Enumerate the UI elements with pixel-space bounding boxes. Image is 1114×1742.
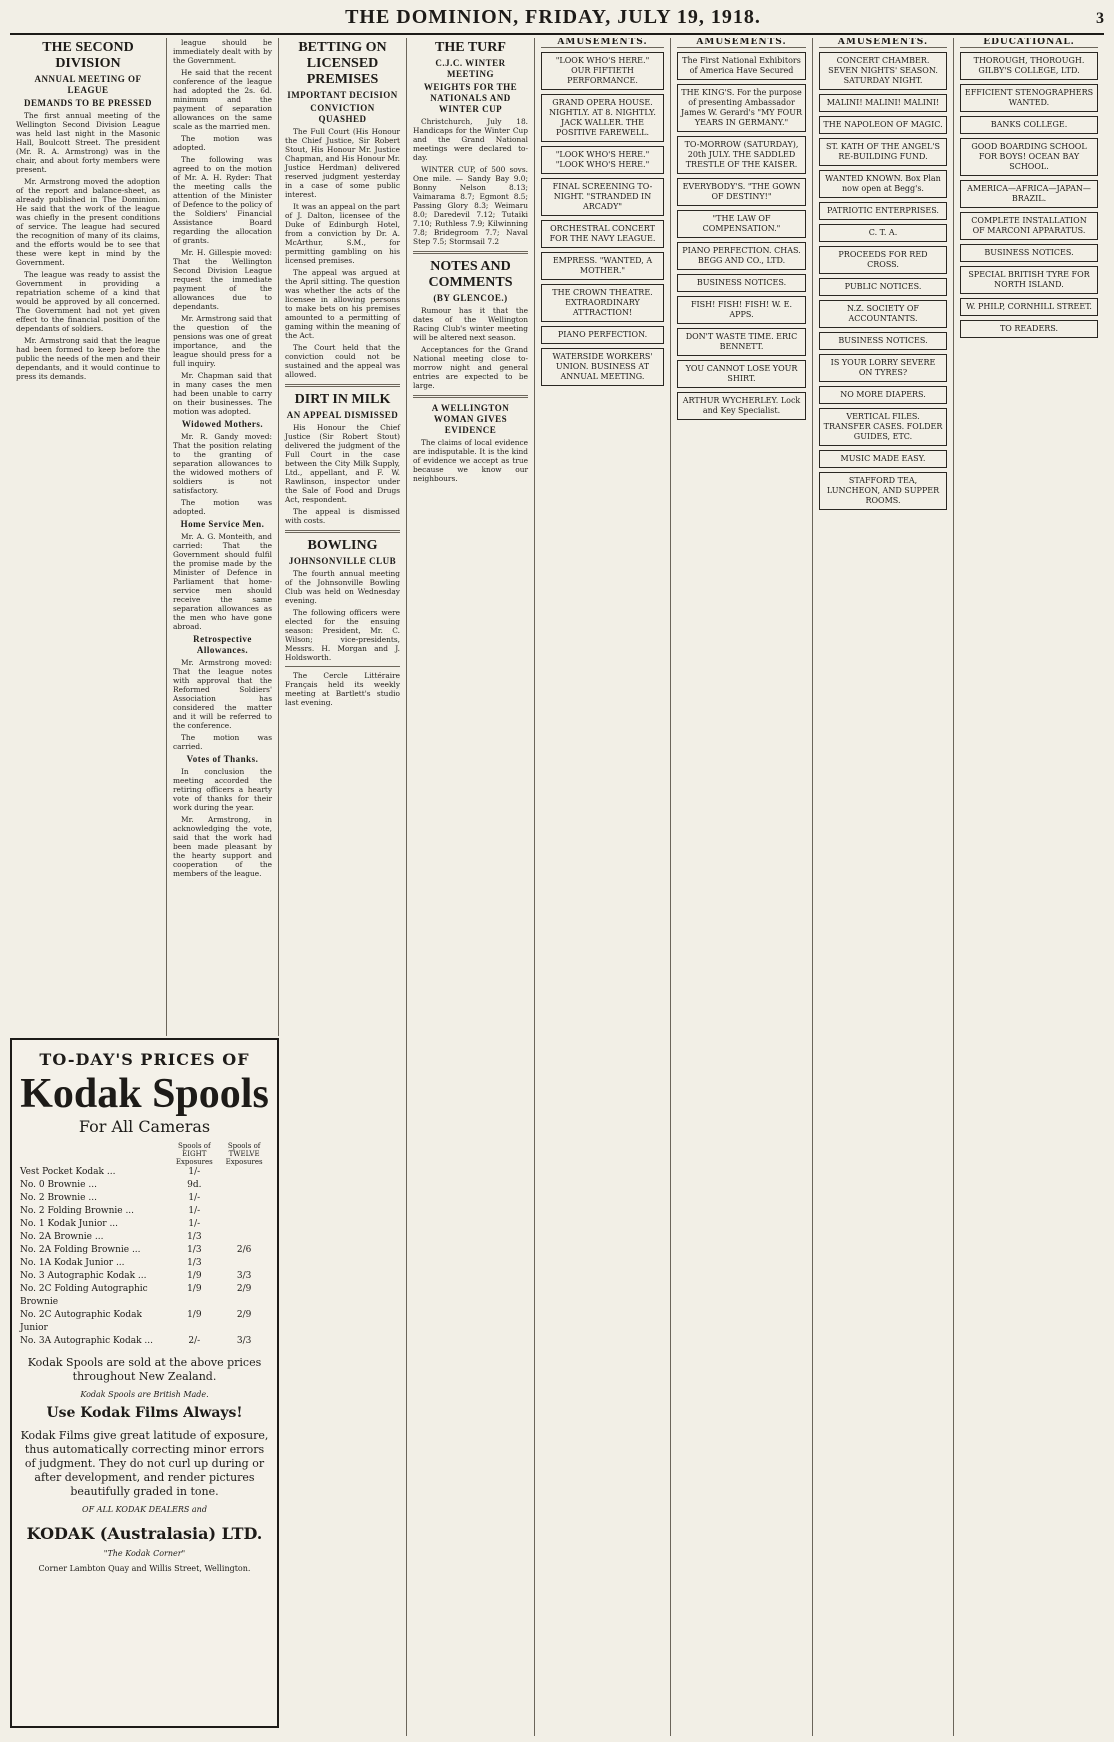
price-item-value xyxy=(219,1192,269,1205)
advertisement: PROCEEDS FOR RED CROSS. xyxy=(819,246,947,274)
columns xyxy=(10,38,1104,1736)
advertisement: TO READERS. xyxy=(960,320,1098,338)
advertisement: YOU CANNOT LOSE YOUR SHIRT. xyxy=(677,360,806,388)
price-row xyxy=(20,1205,269,1218)
price-item-value: 3/3 xyxy=(236,1271,252,1281)
ads-list xyxy=(541,52,664,386)
price-item-value: 2/- xyxy=(188,1336,201,1346)
article-paragraph: Mr. Armstrong moved: That the league notes with approval that the Reformed Soldiers' Association has considered the matter and it will be referred to the conference. xyxy=(173,658,272,730)
price-item-name: No. 3A Autographic Kodak ... xyxy=(20,1336,153,1346)
masthead xyxy=(10,6,1104,35)
price-row xyxy=(20,1283,269,1309)
listing-intro: Christchurch, July 18. Handicaps for the Winter Cup and the Grand National meetings were declared to-day. xyxy=(413,117,528,162)
price-item-value: 2/6 xyxy=(236,1245,252,1255)
price-row xyxy=(20,1179,269,1192)
article-paragraph: The league was ready to assist the Government in providing a repatriation scheme of a kind that would be approved by all concerned. The Government had not yet given effect to the financial position of the dependants of soldiers. xyxy=(16,270,160,333)
price-item-value xyxy=(219,1257,269,1270)
section-amusements: AMUSEMENTS. xyxy=(541,38,664,48)
article-paragraph: Mr. Armstrong said that the question of the pensions was one of great importance, and the league should press for a full inquiry. xyxy=(173,314,272,368)
price-item-value: 1/9 xyxy=(187,1271,202,1281)
advertisement: W. PHILP, CORNHILL STREET. xyxy=(960,298,1098,316)
price-head-12: Spools of TWELVE Exposures xyxy=(225,1142,263,1166)
advertisement: EFFICIENT STENOGRAPHERS WANTED. xyxy=(960,84,1098,112)
advertisement: ORCHESTRAL CONCERT FOR THE NAVY LEAGUE. xyxy=(541,220,664,248)
advertisement: GRAND OPERA HOUSE. NIGHTLY. AT 8. NIGHTLY. JACK WALLER. THE POSITIVE FAREWELL. xyxy=(541,94,664,142)
advertisement: THE KING'S. For the purpose of presenting Ambassador James W. Gerard's "MY FOUR YEARS IN GERMANY." xyxy=(677,84,806,132)
advertisement: N.Z. SOCIETY OF ACCOUNTANTS. xyxy=(819,300,947,328)
article-paragraph: Acceptances for the Grand National meeting close to-morrow night and general entries are expected to be large. xyxy=(413,345,528,390)
kodak-italic: Kodak Spools are British Made. xyxy=(80,1390,209,1399)
section-heading: Retrospective Allowances. xyxy=(193,634,252,655)
advertisement: MUSIC MADE EASY. xyxy=(819,450,947,468)
article-paragraph: league should be immediately dealt with by the Government. xyxy=(173,38,272,65)
kodak-advertisement xyxy=(10,1038,279,1728)
price-item-value xyxy=(219,1166,269,1179)
article-paragraph: Rumour has it that the dates of the Wellington Racing Club's winter meeting will be altered next season. xyxy=(413,306,528,342)
price-header xyxy=(20,1142,269,1166)
headline-second-division: THE SECOND DIVISION xyxy=(42,40,134,71)
advertisement: BUSINESS NOTICES. xyxy=(677,274,806,292)
headline-notes: NOTES AND COMMENTS xyxy=(428,259,513,290)
advertisement: "LOOK WHO'S HERE." OUR FIFTIETH PERFORMANCE. xyxy=(541,52,664,90)
advertisement: CONCERT CHAMBER. SEVEN NIGHTS' SEASON. SATURDAY NIGHT. xyxy=(819,52,947,90)
section-heading: Votes of Thanks. xyxy=(186,754,259,764)
price-item-name: No. 3 Autographic Kodak ... xyxy=(20,1271,147,1281)
price-item-value: 2/9 xyxy=(236,1284,252,1294)
kodak-use: Use Kodak Films Always! xyxy=(46,1405,243,1421)
advertisement: TO-MORROW (SATURDAY), 20th JULY. THE SADDLED TRESTLE OF THE KAISER. xyxy=(677,136,806,174)
subhead: C.J.C. WINTER MEETING xyxy=(435,58,506,79)
advertisement: PUBLIC NOTICES. xyxy=(819,278,947,296)
kodak-corp-sub: "The Kodak Corner" xyxy=(103,1549,186,1558)
price-item-value xyxy=(219,1179,269,1192)
advertisement: MALINI! MALINI! MALINI! xyxy=(819,94,947,112)
subhead: DEMANDS TO BE PRESSED xyxy=(24,98,152,108)
subhead: CONVICTION QUASHED xyxy=(310,103,375,124)
column-3 xyxy=(279,38,407,1736)
headline-betting: BETTING ON LICENSED PREMISES xyxy=(298,40,387,87)
advertisement: COMPLETE INSTALLATION OF MARCONI APPARATUS. xyxy=(960,212,1098,240)
price-row xyxy=(20,1244,269,1257)
section-educational: EDUCATIONAL. xyxy=(960,38,1098,48)
kodak-address: Corner Lambton Quay and Willis Street, Wellington. xyxy=(38,1564,251,1573)
article-paragraph: The fourth annual meeting of the Johnsonville Bowling Club was held on Wednesday evening. xyxy=(285,569,400,605)
price-row xyxy=(20,1218,269,1231)
byline: (BY GLENCOE.) xyxy=(433,293,508,303)
price-item-value: 2/9 xyxy=(236,1310,252,1320)
subhead: AN APPEAL DISMISSED xyxy=(286,410,399,420)
article-paragraph: Mr. Armstrong moved the adoption of the report and balance-sheet, as already published in The Dominion. He said that the work of the league was chiefly in the present conditions of service. The league had secured the recognition of many of its claims, and the efforts would be to see that these were kept in mind by the Government. xyxy=(16,177,160,267)
column-4 xyxy=(407,38,535,1736)
divider xyxy=(285,666,400,667)
advertisement: EVERYBODY'S. "THE GOWN OF DESTINY!" xyxy=(677,178,806,206)
article-paragraph: The first annual meeting of the Wellington Second Division League was held last night in the Masonic Hall, Boulcott Street. The president (Mr. R. A. Armstrong) was in the chair, and about forty members were present. xyxy=(16,111,160,174)
price-item-name: No. 2C Autographic Kodak Junior xyxy=(20,1310,142,1333)
price-item-name: No. 2 Folding Brownie ... xyxy=(20,1206,135,1216)
price-row xyxy=(20,1166,269,1179)
headline-wellington-woman: A WELLINGTON WOMAN GIVES EVIDENCE xyxy=(431,403,510,435)
article-paragraph: Mr. Armstrong said that the league had been formed to keep before the public the needs of the men and their dependants, and it would continue to press its demands. xyxy=(16,336,160,381)
article-paragraph: Mr. Armstrong, in acknowledging the vote, said that the work had been made pleasant by the hearty support and cooperation of the members of the league. xyxy=(173,815,272,878)
price-item-name: No. 2 Brownie ... xyxy=(20,1193,97,1203)
section-amusements: AMUSEMENTS. xyxy=(819,38,947,48)
advertisement: C. T. A. xyxy=(819,224,947,242)
kodak-dealers: OF ALL KODAK DEALERS and xyxy=(82,1505,207,1514)
advertisement: "LOOK WHO'S HERE." "LOOK WHO'S HERE." xyxy=(541,146,664,174)
column-6 xyxy=(671,38,813,1736)
price-item-value: 1/- xyxy=(188,1219,201,1229)
advertisement: THE CROWN THEATRE. EXTRAORDINARY ATTRACTION! xyxy=(541,284,664,322)
kodak-body: Kodak Films give great latitude of exposure, thus automatically correcting minor errors of judgment. They do not curl up during or after development, and render pictures beautifully graded in tone. xyxy=(20,1429,269,1498)
advertisement: IS YOUR LORRY SEVERE ON TYRES? xyxy=(819,354,947,382)
price-item-value xyxy=(219,1218,269,1231)
price-item-name: No. 0 Brownie ... xyxy=(20,1180,97,1190)
price-table xyxy=(20,1166,269,1348)
price-item-value: 3/3 xyxy=(236,1336,252,1346)
price-item-value: 1/9 xyxy=(187,1284,202,1294)
price-item-value xyxy=(219,1205,269,1218)
advertisement: BUSINESS NOTICES. xyxy=(819,332,947,350)
article-paragraph: The Court held that the conviction could not be sustained and the appeal was allowed. xyxy=(285,343,400,379)
price-item-value: 1/- xyxy=(188,1167,201,1177)
advertisement: SPECIAL BRITISH TYRE FOR NORTH ISLAND. xyxy=(960,266,1098,294)
divider xyxy=(413,251,528,254)
price-item-name: No. 1A Kodak Junior ... xyxy=(20,1258,125,1268)
headline-dirt-in-milk: DIRT IN MILK xyxy=(294,392,391,407)
headline-bowling: BOWLING xyxy=(307,538,378,553)
kodak-corp: KODAK (Australasia) LTD. xyxy=(26,1524,263,1543)
article-paragraph: The appeal is dismissed with costs. xyxy=(285,507,400,525)
advertisement: WANTED KNOWN. Box Plan now open at Begg's. xyxy=(819,170,947,198)
advertisement: ST. KATH OF THE ANGEL'S RE-BUILDING FUND. xyxy=(819,138,947,166)
price-item-value: 1/3 xyxy=(187,1258,202,1268)
price-item-value: 1/3 xyxy=(187,1245,202,1255)
advertisement: WATERSIDE WORKERS' UNION. BUSINESS AT ANNUAL MEETING. xyxy=(541,348,664,386)
advertisement: ARTHUR WYCHERLEY. Lock and Key Specialist. xyxy=(677,392,806,420)
article-paragraph: It was an appeal on the part of J. Dalton, licensee of the Duke of Edinburgh Hotel, from a conviction by Dr. A. McArthur, S.M., for permitting gambling on his licensed premises. xyxy=(285,202,400,265)
advertisement: FINAL SCREENING TO-NIGHT. "STRANDED IN ARCADY" xyxy=(541,178,664,216)
price-item-name: No. 2A Folding Brownie ... xyxy=(20,1245,141,1255)
price-item-value: 9d. xyxy=(187,1180,202,1190)
price-row xyxy=(20,1309,269,1335)
subhead: ANNUAL MEETING OF LEAGUE xyxy=(34,74,142,95)
price-head-8: Spools of EIGHT Exposures xyxy=(175,1142,213,1166)
price-head-name xyxy=(20,1142,169,1166)
article-paragraph: The claims of local evidence are indisputable. It is the kind of evidence we accept as true because we know our neighbours. xyxy=(413,438,528,483)
section-amusements: AMUSEMENTS. xyxy=(677,38,806,48)
article-paragraph: Mr. H. Gillespie moved: That the Wellington Second Division League request the immediate payment of the allowances due to dependants. xyxy=(173,248,272,311)
price-item-value: 1/9 xyxy=(187,1310,202,1320)
article-paragraph: His Honour the Chief Justice (Sir Robert Stout) delivered the judgment of the Full Court in the case between the City Milk Supply, Ltd., appellant, and F. W. Rawlinson, inspector under the Sale of Food and Drugs Act, respondent. xyxy=(285,423,400,504)
advertisement: THE NAPOLEON OF MAGIC. xyxy=(819,116,947,134)
price-row xyxy=(20,1257,269,1270)
kodak-top: TO-DAY'S PRICES OF xyxy=(39,1050,250,1069)
article-paragraph: Mr. R. Gandy moved: That the position relating to the granting of separation allowances to the widowed mothers of soldiers is not satisfactory. xyxy=(173,432,272,495)
price-row xyxy=(20,1270,269,1283)
masthead-title: THE DOMINION, FRIDAY, JULY 19, 1918. xyxy=(345,6,761,28)
price-item-name: No. 1 Kodak Junior ... xyxy=(20,1219,119,1229)
kodak-brand: Kodak Spools xyxy=(20,1071,269,1117)
advertisement: DON'T WASTE TIME. ERIC BENNETT. xyxy=(677,328,806,356)
advertisement: VERTICAL FILES. TRANSFER CASES. FOLDER GUIDES, ETC. xyxy=(819,408,947,446)
ads-list xyxy=(677,52,806,420)
article-paragraph: The motion was adopted. xyxy=(173,498,272,516)
subhead: WEIGHTS FOR THE NATIONALS AND WINTER CUP xyxy=(423,82,518,114)
price-item-value: 1/- xyxy=(188,1206,201,1216)
column-7 xyxy=(813,38,954,1736)
article-paragraph: The following was agreed to on the motion of Mr. A. H. Ryder: That the meeting calls the attention of the Minister of Defence to the policy of the Soldiers' Financial Assistance Board regarding the allocation of grants. xyxy=(173,155,272,245)
price-item-value xyxy=(219,1231,269,1244)
price-row xyxy=(20,1231,269,1244)
advertisement: FISH! FISH! FISH! W. E. APPS. xyxy=(677,296,806,324)
article-paragraph: Mr. Chapman said that in many cases the men had been unable to carry on their businesses. The motion was adopted. xyxy=(173,371,272,416)
column-8 xyxy=(954,38,1104,1736)
advertisement: BANKS COLLEGE. xyxy=(960,116,1098,134)
advertisement: EMPRESS. "WANTED, A MOTHER." xyxy=(541,252,664,280)
price-item-value: 1/- xyxy=(188,1193,201,1203)
kodak-sub: For All Cameras xyxy=(78,1117,211,1136)
advertisement: NO MORE DIAPERS. xyxy=(819,386,947,404)
price-item-value: 1/3 xyxy=(187,1232,202,1242)
advertisement: STAFFORD TEA, LUNCHEON, AND SUPPER ROOMS. xyxy=(819,472,947,510)
article-paragraph: The motion was adopted. xyxy=(173,134,272,152)
ads-list xyxy=(960,52,1098,338)
advertisement: PIANO PERFECTION. CHAS. BEGG AND CO., LTD. xyxy=(677,242,806,270)
price-item-name: Vest Pocket Kodak ... xyxy=(20,1167,116,1177)
advertisement: GOOD BOARDING SCHOOL FOR BOYS! OCEAN BAY SCHOOL. xyxy=(960,138,1098,176)
section-heading: Widowed Mothers. xyxy=(181,419,264,429)
kodak-note: Kodak Spools are sold at the above prices throughout New Zealand. xyxy=(27,1356,262,1383)
article-paragraph: The motion was carried. xyxy=(173,733,272,751)
price-row xyxy=(20,1335,269,1348)
advertisement: PIANO PERFECTION. xyxy=(541,326,664,344)
article-paragraph: The Full Court (His Honour the Chief Justice, Sir Robert Stout, His Honour Mr. Justice Chapman, and His Honour Mr. Justice Herdman) delivered reserved judgment yesterday in a case of some public interest. xyxy=(285,127,401,199)
price-row xyxy=(20,1192,269,1205)
divider xyxy=(285,384,400,387)
article-paragraph: The Cercle Littéraire Français held its weekly meeting at Bartlett's studio last evening. xyxy=(285,671,400,707)
column-1 xyxy=(10,38,167,1036)
advertisement: BUSINESS NOTICES. xyxy=(960,244,1098,262)
ads-list xyxy=(819,52,947,510)
subhead: JOHNSONVILLE CLUB xyxy=(288,556,397,566)
divider xyxy=(413,395,528,398)
column-2 xyxy=(167,38,279,1036)
subhead: IMPORTANT DECISION xyxy=(287,90,398,100)
page-number: 3 xyxy=(1096,10,1104,27)
article-paragraph: Mr. A. G. Monteith, and carried: That the Government should fulfil the promise made by the Minister of Defence in Parliament that home-service men should receive the same separation allowances as the men who have gone abroad. xyxy=(173,532,272,631)
article-paragraph: The following officers were elected for the ensuing season: President, Mr. C. Wilson; vice-presidents, Messrs. H. Morgan and J. Holdsworth. xyxy=(285,608,400,662)
advertisement: PATRIOTIC ENTERPRISES. xyxy=(819,202,947,220)
advertisement: THOROUGH, THOROUGH. GILBY'S COLLEGE, LTD. xyxy=(960,52,1098,80)
article-paragraph: The appeal was argued at the April sitting. The question was whether the acts of the licensee in allowing persons to make bets on his premises amounted to a permitting of gaming within the meaning of the Act. xyxy=(285,268,400,340)
price-item-name: No. 2A Brownie ... xyxy=(20,1232,104,1242)
article-paragraph: He said that the recent conference of the league had adopted the 2s. 6d. minimum and the payment of separation allowances on the same scale as the married men. xyxy=(173,68,272,131)
advertisement: AMERICA—AFRICA—JAPAN—BRAZIL. xyxy=(960,180,1098,208)
weights-listing: WINTER CUP, of 500 sovs. One mile. — Sandy Bay 9.0; Bonny Nelson 8.13; Vaimarama 8.7; Egmont 8.5; Passing Glory 8.3; Weimaru 8.0; Daredevil 7.12; Tutaiki 7.10; Ruthless 7.9; Kilwinning 7.8; Bridegroom 7.7; Naval Step 7.5; Stormsail 7.2 xyxy=(413,165,528,246)
divider xyxy=(285,530,400,533)
advertisement: The First National Exhibitors of America Have Secured xyxy=(677,52,806,80)
column-5 xyxy=(535,38,671,1736)
section-heading: Home Service Men. xyxy=(180,519,265,529)
price-item-name: No. 2C Folding Autographic Brownie xyxy=(20,1284,148,1307)
article-paragraph: In conclusion the meeting accorded the retiring officers a hearty vote of thanks for their work during the year. xyxy=(173,767,272,812)
headline-turf: THE TURF xyxy=(435,40,506,55)
advertisement: "THE LAW OF COMPENSATION." xyxy=(677,210,806,238)
